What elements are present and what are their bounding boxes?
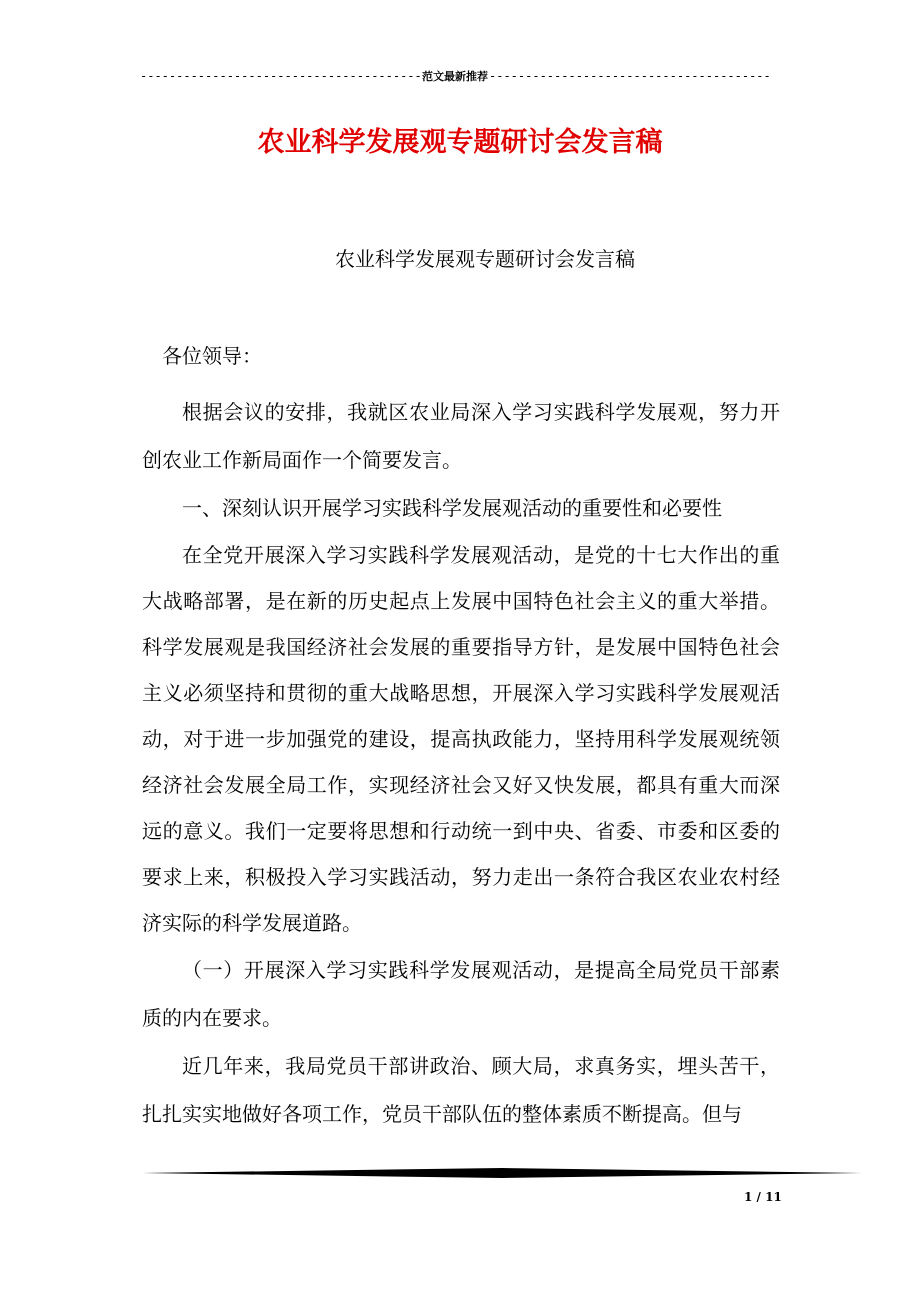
subsection-heading: （一）开展深入学习实践科学发展观活动，是提高全局党员干部素质的内在要求。 [142, 958, 780, 1030]
header-dash-right [489, 69, 770, 83]
paragraph: 近几年来，我局党员干部讲政治、顾大局，求真务实，埋头苦干，扎扎实实地做好各项工作，党员干部队伍的整体素质不断提高。但与 [142, 1054, 780, 1126]
running-header [140, 68, 770, 84]
header-label: 范文最新推荐 [422, 70, 488, 83]
paragraph: 根据会议的安排，我就区农业局深入学习实践科学发展观，努力开创农业工作新局面作一个简要发言。 [142, 400, 780, 472]
document-title: 农业科学发展观专题研讨会发言稿 [257, 127, 663, 158]
page-number: 1 / 11 [744, 1190, 782, 1204]
document-body [142, 332, 780, 1138]
footer-rule [142, 1166, 862, 1180]
section-heading: 一、深刻认识开展学习实践科学发展观活动的重要性和必要性 [182, 496, 722, 520]
greeting: 各位领导： [162, 344, 262, 368]
paragraph: 在全党开展深入学习实践科学发展观活动，是党的十七大作出的重大战略部署，是在新的历史起点上发展中国特色社会主义的重大举措。科学发展观是我国经济社会发展的重要指导方针，是发展中国特色社会主义必须坚持和贯彻的重大战略思想，开展深入学习实践科学发展观活动，对于进一步加强党的建设，提高执政能力，坚持用科学发展观统领经济社会发展全局工作，实现经济社会又好又快发展，都具有重大而深远的意义。我们一定要将思想和行动统一到中央、省委、市委和区委的要求上来，积极投入学习实践活动，努力走出一条符合我区农业农村经济实际的科学发展道路。 [142, 543, 780, 935]
header-dash-left [140, 69, 421, 83]
document-subtitle: 农业科学发展观专题研讨会发言稿 [335, 247, 635, 271]
